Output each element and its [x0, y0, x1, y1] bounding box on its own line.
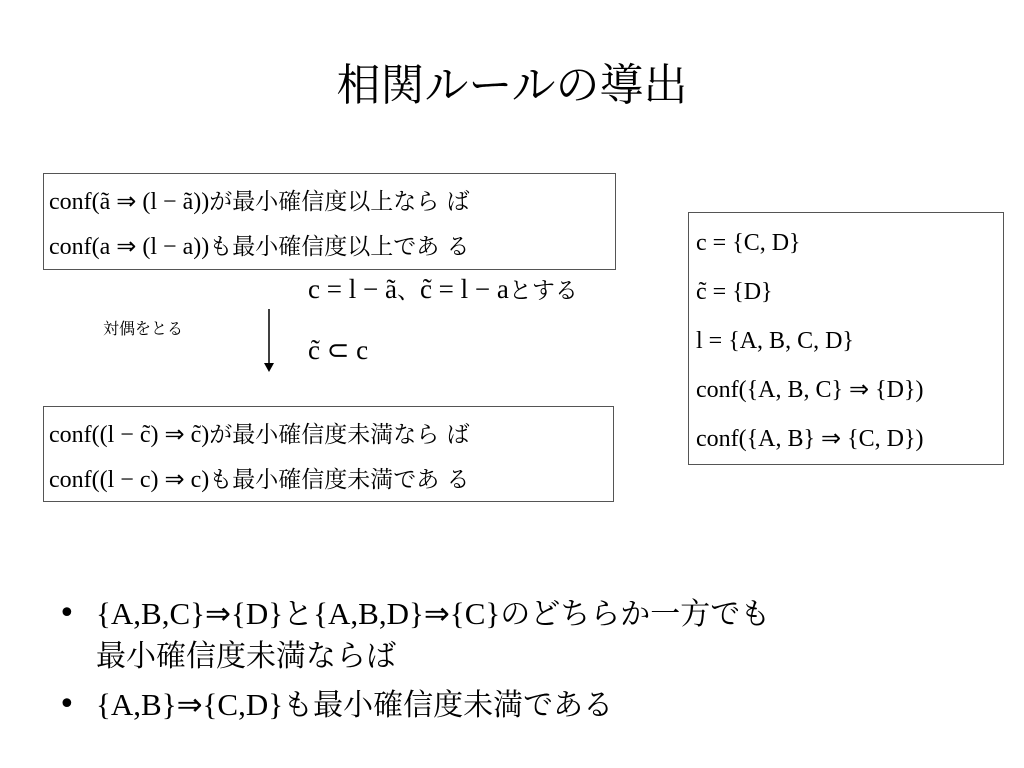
definition-separator: 、 — [396, 278, 420, 304]
statement-text: が最小確信度未満なら ば — [209, 422, 470, 448]
contrapositive-rule-box — [43, 406, 614, 502]
bullet-formula-2: {A,B,D}⇒{C} — [313, 596, 501, 631]
contrapositive-label: 対偶をとる — [103, 319, 184, 338]
example-line: l = {A, B, C, D} — [696, 328, 854, 354]
definition-formula-1: c = l − ã — [308, 274, 397, 304]
bullet-text-continued: 最小確信度未満ならば — [96, 639, 396, 674]
bullet-joiner: と — [283, 597, 314, 632]
slide-title: 相関ルールの導出 — [336, 60, 688, 111]
definition-line — [308, 272, 578, 308]
statement-text: が最小確信度以上なら ば — [209, 189, 470, 215]
contrapositive-rule-line-2 — [49, 458, 613, 503]
original-rule-line-1 — [49, 180, 615, 225]
bullet-list — [58, 593, 998, 733]
bullet-formula-1: {A,B}⇒{C,D} — [96, 687, 284, 722]
example-line: conf({A, B, C} ⇒ {D}) — [696, 377, 924, 403]
definition-formula-2: c̃ = l − a — [419, 274, 509, 304]
down-arrow-icon — [262, 309, 276, 373]
statement-text: も最小確信度未満であ る — [209, 467, 470, 493]
bullet-text: も最小確信度未満である — [283, 688, 614, 723]
bullet-item — [58, 684, 998, 727]
contrapositive-rule-line-1 — [49, 413, 613, 458]
example-line: conf({A, B} ⇒ {C, D}) — [696, 426, 924, 452]
bullet-text: のどちらか一方でも — [500, 597, 771, 632]
original-rule-line-2 — [49, 225, 615, 270]
definition-text: とする — [508, 278, 578, 304]
formula: conf((l − c) ⇒ c) — [49, 467, 210, 493]
bullet-icon: • — [58, 687, 76, 722]
formula: conf(a ⇒ (l − a)) — [49, 234, 210, 260]
bullet-icon: • — [58, 596, 76, 631]
formula: conf(ã ⇒ (l − ã)) — [49, 189, 210, 215]
formula: conf((l − c̃) ⇒ c̃) — [49, 422, 210, 448]
subset-relation: c̃ ⊂ c — [308, 335, 369, 365]
original-rule-box — [43, 173, 616, 270]
example-line: c = {C, D} — [696, 230, 801, 256]
bullet-formula-1: {A,B,C}⇒{D} — [96, 596, 284, 631]
example-line: c̃ = {D} — [696, 279, 773, 305]
example-box — [688, 212, 1004, 465]
statement-text: も最小確信度以上であ る — [209, 234, 470, 260]
bullet-item — [58, 593, 998, 678]
